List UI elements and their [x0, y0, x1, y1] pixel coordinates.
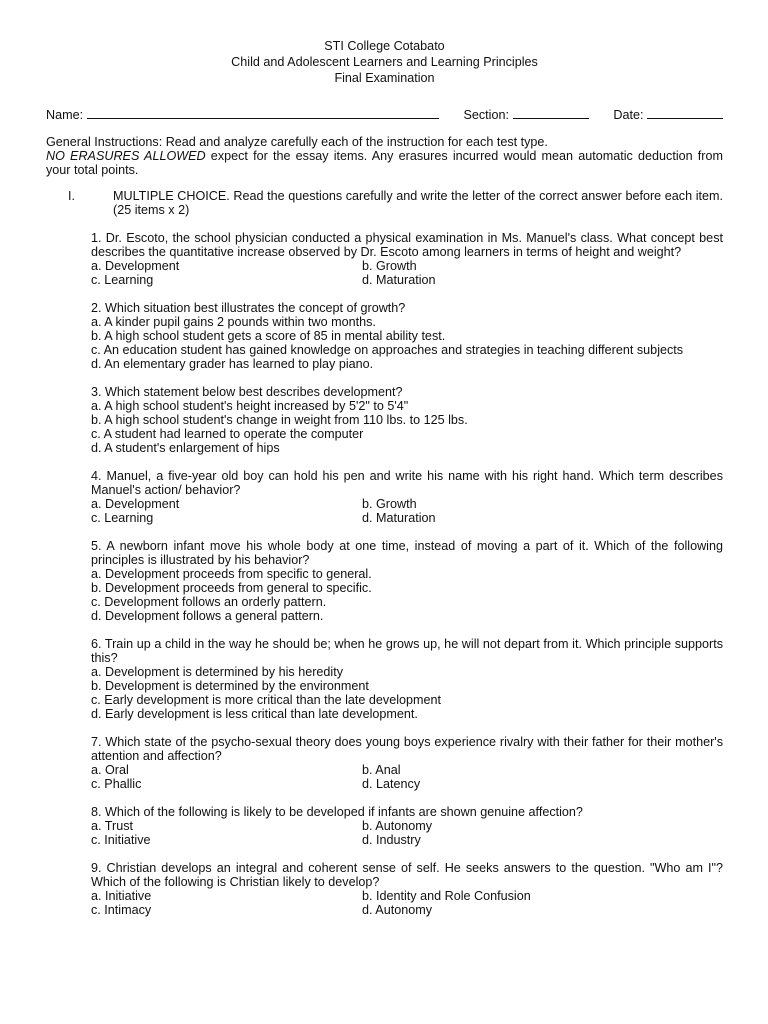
question-stem: 3. Which statement below best describes development?	[91, 385, 403, 399]
name-field	[46, 106, 439, 123]
answer-choices	[91, 497, 723, 525]
answer-choice: d. Latency	[362, 777, 421, 791]
question-stem: 6. Train up a child in the way he should be; when he grows up, he will not depart from it. Which principle supports this?	[91, 637, 723, 665]
answer-choice: d. An elementary grader has learned to play piano.	[91, 357, 374, 371]
name-blank[interactable]	[87, 106, 439, 119]
answer-choice: a. Development	[91, 497, 180, 511]
date-blank[interactable]	[647, 106, 723, 119]
question-item	[91, 637, 723, 721]
date-label: Date:	[613, 108, 644, 122]
question-stem: 4. Manuel, a five-year old boy can hold his pen and write his name with his right hand. Which term describes Manuel's action/ behavior?	[91, 469, 723, 497]
question-item	[91, 385, 723, 455]
answer-choice: c. Early development is more critical than the late development	[91, 693, 441, 707]
question-stem: 5. A newborn infant move his whole body at one time, instead of moving a part of it. Which of the following principles is illustrated by his behavior?	[91, 539, 723, 567]
answer-choices	[91, 259, 723, 287]
answer-choice: a. Trust	[91, 819, 133, 833]
question-stem: 9. Christian develops an integral and coherent sense of self. He seeks answers to the question. "Who am I"? Which of the following is Christian likely to develop?	[91, 861, 723, 889]
answer-choice: d. A student's enlargement of hips	[91, 441, 280, 455]
answer-choice: b. Growth	[362, 259, 417, 273]
answer-choice: a. Development proceeds from specific to general.	[91, 567, 372, 581]
school-name: STI College Cotabato	[324, 39, 445, 53]
answer-choice: a. Initiative	[91, 889, 152, 903]
answer-choices	[91, 665, 723, 721]
answer-choice: a. A kinder pupil gains 2 pounds within two months.	[91, 315, 376, 329]
instructions-rest: expect for the essay items. Any erasures incurred would mean automatic deduction from your total points.	[46, 149, 723, 177]
answer-choice: d. Maturation	[362, 511, 436, 525]
answer-choice: d. Maturation	[362, 273, 436, 287]
answer-choice: b. Growth	[362, 497, 417, 511]
exam-header	[46, 38, 723, 86]
course-title: Child and Adolescent Learners and Learning Principles	[231, 55, 538, 69]
answer-choice: a. A high school student's height increased by 5'2" to 5'4"	[91, 399, 409, 413]
answer-choice: d. Early development is less critical than late development.	[91, 707, 418, 721]
answer-choice: a. Oral	[91, 763, 129, 777]
no-erasures-emphasis: NO ERASURES ALLOWED	[46, 149, 206, 163]
general-instructions	[46, 135, 723, 177]
answer-choice: c. Intimacy	[91, 903, 152, 917]
date-field	[613, 106, 723, 123]
question-stem: 7. Which state of the psycho-sexual theory does young boys experience rivalry with their father for their mother's attention and affection?	[91, 735, 723, 763]
answer-choices	[91, 567, 723, 623]
answer-choice: d. Autonomy	[362, 903, 433, 917]
answer-choice: c. A student had learned to operate the computer	[91, 427, 364, 441]
question-list	[91, 231, 723, 917]
student-info-line	[46, 106, 723, 123]
answer-choice: b. Development is determined by the environment	[91, 679, 369, 693]
answer-choices	[91, 399, 723, 455]
question-stem: 1. Dr. Escoto, the school physician conducted a physical examination in Ms. Manuel's class. What concept best describes the quantitative increase observed by Dr. Escoto among learners in terms of height and weight?	[91, 231, 723, 259]
answer-choice: b. Anal	[362, 763, 401, 777]
section-heading	[68, 189, 723, 217]
question-item	[91, 469, 723, 525]
answer-choice: d. Industry	[362, 833, 421, 847]
name-label: Name:	[46, 108, 84, 122]
section-field	[463, 106, 588, 123]
question-stem: 2. Which situation best illustrates the concept of growth?	[91, 301, 406, 315]
answer-choices	[91, 315, 723, 371]
question-item	[91, 231, 723, 287]
exam-title: Final Examination	[334, 71, 435, 85]
answer-choice: a. Development	[91, 259, 180, 273]
answer-choices	[91, 889, 723, 917]
answer-choice: c. An education student has gained knowledge on approaches and strategies in teaching different subjects	[91, 343, 684, 357]
section-instructions: MULTIPLE CHOICE. Read the questions carefully and write the letter of the correct answer before each item. (25 items x 2)	[113, 189, 723, 217]
answer-choice: b. Identity and Role Confusion	[362, 889, 531, 903]
section-label: Section:	[463, 108, 509, 122]
answer-choices	[91, 763, 723, 791]
question-item	[91, 301, 723, 371]
question-item	[91, 861, 723, 917]
answer-choice: c. Learning	[91, 273, 154, 287]
instructions-line-2	[46, 149, 723, 177]
answer-choice: c. Phallic	[91, 777, 142, 791]
answer-choice: a. Development is determined by his heredity	[91, 665, 344, 679]
answer-choices	[91, 819, 723, 847]
section-number: I.	[68, 189, 75, 203]
question-item	[91, 735, 723, 791]
answer-choice: b. Development proceeds from general to specific.	[91, 581, 372, 595]
answer-choice: b. Autonomy	[362, 819, 433, 833]
question-item	[91, 539, 723, 623]
section-blank[interactable]	[513, 106, 589, 119]
answer-choice: b. A high school student's change in weight from 110 lbs. to 125 lbs.	[91, 413, 468, 427]
answer-choice: c. Learning	[91, 511, 154, 525]
answer-choice: b. A high school student gets a score of 85 in mental ability test.	[91, 329, 446, 343]
answer-choice: c. Initiative	[91, 833, 151, 847]
answer-choice: d. Development follows a general pattern.	[91, 609, 324, 623]
question-item	[91, 805, 723, 847]
answer-choice: c. Development follows an orderly pattern.	[91, 595, 327, 609]
instructions-line-1: General Instructions: Read and analyze carefully each of the instruction for each test type.	[46, 135, 548, 149]
question-stem: 8. Which of the following is likely to be developed if infants are shown genuine affection?	[91, 805, 583, 819]
